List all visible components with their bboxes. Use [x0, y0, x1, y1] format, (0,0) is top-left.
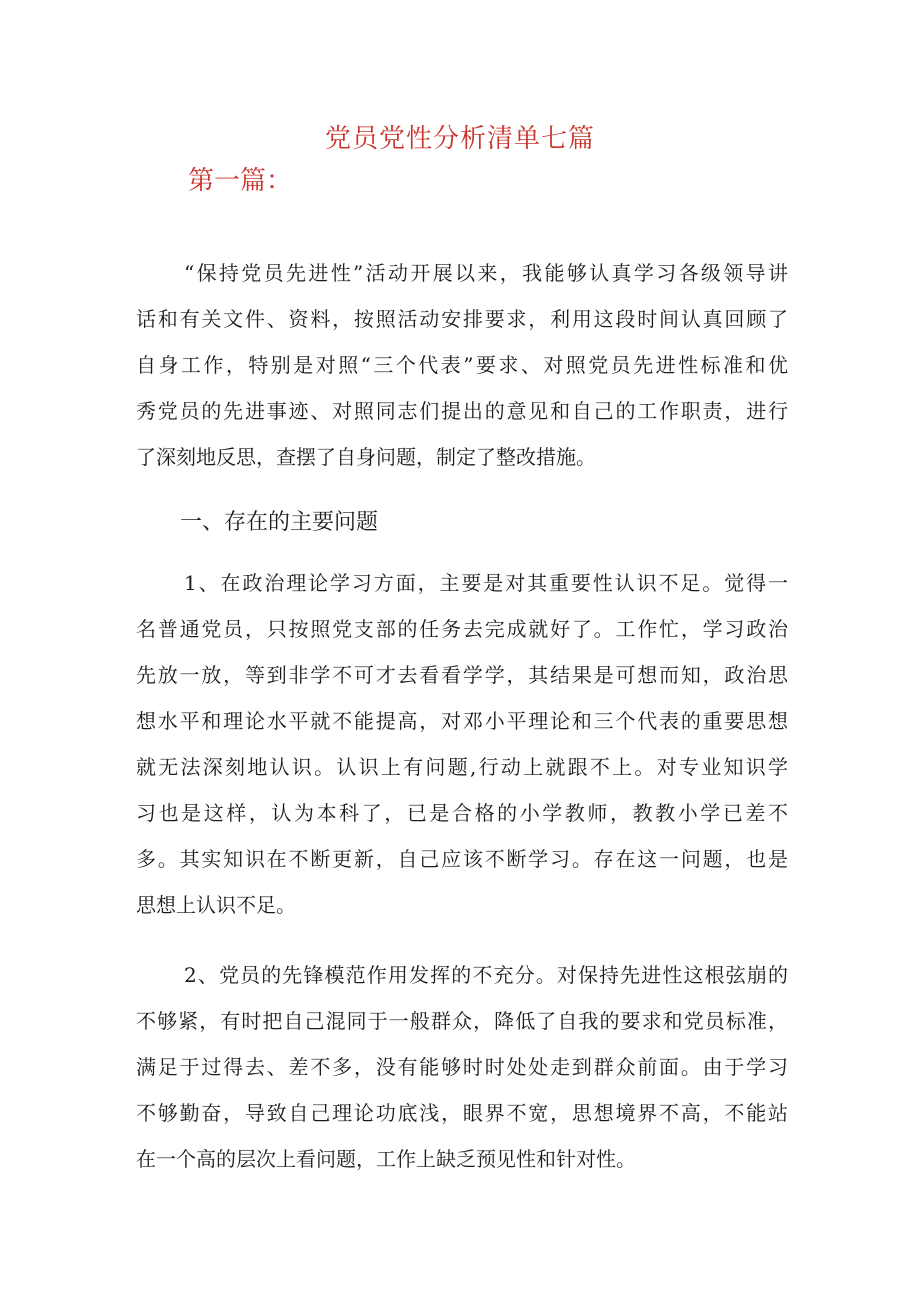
paragraph-line: 就无法深刻地认识。认识上有问题,行动上就跟不上。对专业知识学: [136, 755, 788, 779]
paragraph-line: 习也是这样，认为本科了，已是合格的小学教师，教教小学已差不: [136, 801, 788, 825]
paragraph-line: 思想上认识不足。: [136, 893, 296, 917]
paragraph-line: 在一个高的层次上看问题，工作上缺乏预见性和针对性。: [136, 1147, 636, 1171]
paragraph-line: 2、党员的先锋模范作用发挥的不充分。对保持先进性这根弦崩的: [184, 963, 788, 987]
paragraph-line: 想水平和理论水平就不能提高，对邓小平理论和三个代表的重要思想: [136, 709, 788, 733]
item-2-paragraph: [136, 952, 788, 1182]
paragraph-line: 满足于过得去、差不多，没有能够时时处处走到群众前面。由于学习: [136, 1055, 788, 1079]
paragraph-line: 了深刻地反思，查摆了自身问题，制定了整改措施。: [136, 445, 596, 469]
paragraph-line: 自身工作，特别是对照“三个代表”要求、对照党员先进性标准和优: [136, 353, 788, 377]
paragraph-line: 话和有关文件、资料，按照活动安排要求，利用这段时间认真回顾了: [136, 307, 788, 331]
paragraph-line: 秀党员的先进事迹、对照同志们提出的意见和自己的工作职责，进行: [136, 399, 788, 423]
paragraph-line: “保持党员先进性”活动开展以来，我能够认真学习各级领导讲: [184, 261, 788, 285]
paragraph-line: 不够紧，有时把自己混同于一般群众，降低了自我的要求和党员标准，: [136, 1009, 788, 1033]
paragraph-line: 不够勤奋，导致自己理论功底浅，眼界不宽，思想境界不高，不能站: [136, 1101, 788, 1125]
section-heading: 一、存在的主要问题: [180, 510, 379, 535]
paragraph-line: 1、在政治理论学习方面，主要是对其重要性认识不足。觉得一: [184, 571, 788, 595]
intro-paragraph: [136, 250, 788, 480]
document-title: 党员党性分析清单七篇: [324, 124, 595, 154]
paragraph-line: 名普通党员，只按照党支部的任务去完成就好了。工作忙，学习政治: [136, 617, 788, 641]
item-1-paragraph: [136, 560, 788, 928]
paragraph-line: 多。其实知识在不断更新，自己应该不断学习。存在这一问题，也是: [136, 847, 788, 871]
paragraph-line: 先放一放，等到非学不可才去看看学学，其结果是可想而知，政治思: [136, 663, 788, 687]
chapter-heading: 第一篇：: [188, 166, 293, 196]
